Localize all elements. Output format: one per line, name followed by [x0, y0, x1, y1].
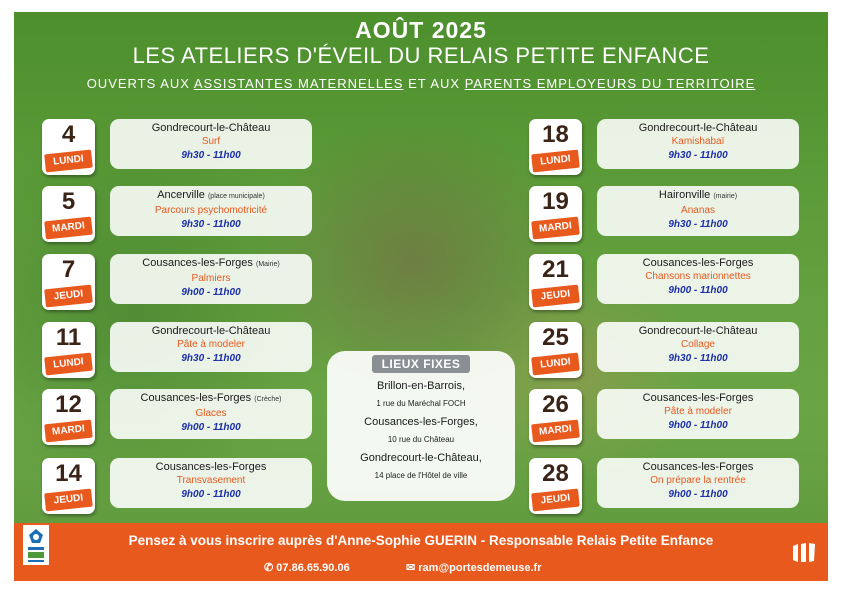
date-number: 25: [542, 324, 569, 351]
session-place: [110, 121, 312, 135]
session-card: [597, 458, 799, 508]
date-number: 5: [61, 188, 76, 215]
session-time: 9h30 - 11h00: [668, 150, 728, 161]
date-badge: [529, 119, 582, 175]
session-time: 9h00 - 11h00: [668, 285, 728, 296]
registration-message: Pensez à vous inscrire auprès d'Anne-Sophie GUERIN - Responsable Relais Petite Enfance: [128, 533, 714, 548]
place-note: (Crèche): [254, 396, 282, 403]
day-label: MARDI: [44, 217, 93, 240]
fixed-place-address: 1 rue du Maréchal FOCH: [376, 399, 466, 408]
caf-logo-icon: [23, 525, 49, 565]
place-note: (place municipale): [207, 193, 265, 200]
session-activity: Parcours psychomotricité: [154, 205, 268, 216]
place-note: (Mairie): [255, 261, 280, 268]
month-title: AOÛT 2025: [355, 17, 487, 43]
envelope-icon: ✉: [406, 562, 416, 574]
place-name: Cousances-les-Forges: [642, 461, 754, 473]
session-place: [110, 188, 312, 204]
session-card: [110, 322, 312, 372]
date-number: 21: [542, 256, 569, 283]
session-card: [110, 254, 312, 304]
session-card: [110, 119, 312, 169]
session-time: 9h00 - 11h00: [668, 420, 728, 431]
email-address: ram@portesdemeuse.fr: [418, 562, 542, 574]
place-note: (mairie): [713, 193, 738, 200]
session-place: [110, 391, 312, 407]
date-number: 14: [55, 460, 82, 487]
session-activity: Surf: [201, 136, 221, 147]
session-card: [597, 389, 799, 439]
session-card: [110, 458, 312, 508]
date-badge: [42, 186, 95, 242]
session-time: 9h30 - 11h00: [668, 353, 728, 364]
day-label: JEUDI: [531, 489, 580, 512]
session-activity: Pâte à modeler: [664, 406, 732, 417]
date-number: 11: [55, 324, 82, 351]
date-badge: [529, 254, 582, 310]
portes-de-meuse-logo-graphic: [790, 540, 820, 566]
session-place: [110, 460, 312, 474]
session-card: [110, 389, 312, 439]
portes-de-meuse-logo-icon: [790, 540, 820, 566]
fixed-place-name: Cousances-les-Forges,: [364, 416, 478, 428]
date-badge: [42, 389, 95, 445]
place-name: Haironville: [658, 189, 711, 201]
day-label: LUNDI: [531, 150, 580, 173]
footer-bar: [14, 523, 828, 581]
session-activity: On prépare la rentrée: [650, 475, 746, 486]
fixed-place-address: 14 place de l'Hôtel de ville: [374, 471, 468, 480]
audience-text-1: OUVERTS AUX: [86, 76, 194, 91]
place-name: Gondrecourt-le-Château: [151, 122, 271, 134]
session-activity: Kamishabaï: [671, 136, 725, 147]
fixed-place-name: Gondrecourt-le-Château,: [360, 452, 482, 464]
session-place: [597, 121, 799, 135]
place-name: Gondrecourt-le-Château: [638, 325, 758, 337]
session-time: 9h00 - 11h00: [181, 287, 241, 298]
date-badge: [42, 254, 95, 310]
day-label: MARDI: [531, 217, 580, 240]
caf-logo-graphic: [23, 525, 49, 565]
place-name: Cousances-les-Forges: [142, 257, 253, 269]
session-activity: Glaces: [195, 408, 227, 419]
day-label: JEUDI: [531, 285, 580, 308]
place-name: Cousances-les-Forges: [642, 392, 754, 404]
date-number: 7: [61, 256, 76, 283]
day-label: MARDI: [44, 420, 93, 443]
date-badge: [42, 322, 95, 378]
date-badge: [42, 119, 95, 175]
date-number: 19: [542, 188, 569, 215]
session-place: [597, 188, 799, 204]
session-time: 9h30 - 11h00: [181, 150, 241, 161]
email-contact[interactable]: [406, 561, 542, 574]
fixed-places-title: LIEUX FIXES: [372, 355, 471, 373]
session-place: [110, 324, 312, 338]
session-time: 9h30 - 11h00: [668, 219, 728, 230]
poster: [14, 12, 828, 581]
session-card: [597, 322, 799, 372]
date-badge: [529, 389, 582, 445]
date-number: 12: [55, 391, 82, 418]
day-label: LUNDI: [531, 353, 580, 376]
place-name: Ancerville: [157, 189, 205, 201]
day-label: MARDI: [531, 420, 580, 443]
fixed-places-panel: [327, 351, 515, 501]
date-badge: [529, 186, 582, 242]
date-number: 18: [542, 121, 569, 148]
audience-text-2: ET AUX: [403, 76, 465, 91]
place-name: Cousances-les-Forges: [140, 392, 252, 404]
day-label: JEUDI: [44, 285, 93, 308]
session-place: [597, 256, 799, 270]
session-card: [597, 119, 799, 169]
session-card: [597, 186, 799, 236]
fixed-place-address: 10 rue du Château: [387, 435, 455, 444]
session-activity: Pâte à modeler: [177, 339, 245, 350]
date-badge: [529, 322, 582, 378]
day-label: LUNDI: [44, 353, 93, 376]
audience-assistantes: ASSISTANTES MATERNELLES: [193, 76, 404, 91]
date-badge: [529, 458, 582, 514]
session-time: 9h30 - 11h00: [181, 219, 241, 230]
session-activity: Transvasement: [176, 475, 246, 486]
session-card: [597, 254, 799, 304]
day-label: JEUDI: [44, 489, 93, 512]
phone-number: 07.86.65.90.06: [276, 562, 350, 574]
date-number: 26: [542, 391, 569, 418]
session-time: 9h30 - 11h00: [181, 353, 241, 364]
session-place: [597, 460, 799, 474]
session-card: [110, 186, 312, 236]
session-activity: Palmiers: [191, 273, 231, 284]
session-activity: Ananas: [681, 205, 715, 216]
page-title: LES ATELIERS D'ÉVEIL DU RELAIS PETITE ENFANCE: [132, 43, 710, 68]
date-badge: [42, 458, 95, 514]
session-activity: Collage: [681, 339, 715, 350]
audience-line: [14, 76, 828, 91]
place-name: Gondrecourt-le-Château: [151, 325, 271, 337]
session-place: [597, 324, 799, 338]
audience-parents: PARENTS EMPLOYEURS DU TERRITOIRE: [464, 76, 756, 91]
session-activity: Chansons marionnettes: [645, 271, 751, 282]
date-number: 4: [61, 121, 76, 148]
place-name: Gondrecourt-le-Château: [638, 122, 758, 134]
session-time: 9h00 - 11h00: [668, 489, 728, 500]
session-place: [597, 391, 799, 405]
session-time: 9h00 - 11h00: [181, 422, 241, 433]
place-name: Cousances-les-Forges: [642, 257, 754, 269]
place-name: Cousances-les-Forges: [155, 461, 267, 473]
phone-icon: ✆: [264, 562, 274, 574]
session-place: [110, 256, 312, 272]
phone-contact[interactable]: [264, 561, 350, 574]
session-time: 9h00 - 11h00: [181, 489, 241, 500]
day-label: LUNDI: [44, 150, 93, 173]
date-number: 28: [542, 460, 569, 487]
fixed-place-name: Brillon-en-Barrois,: [376, 380, 466, 392]
